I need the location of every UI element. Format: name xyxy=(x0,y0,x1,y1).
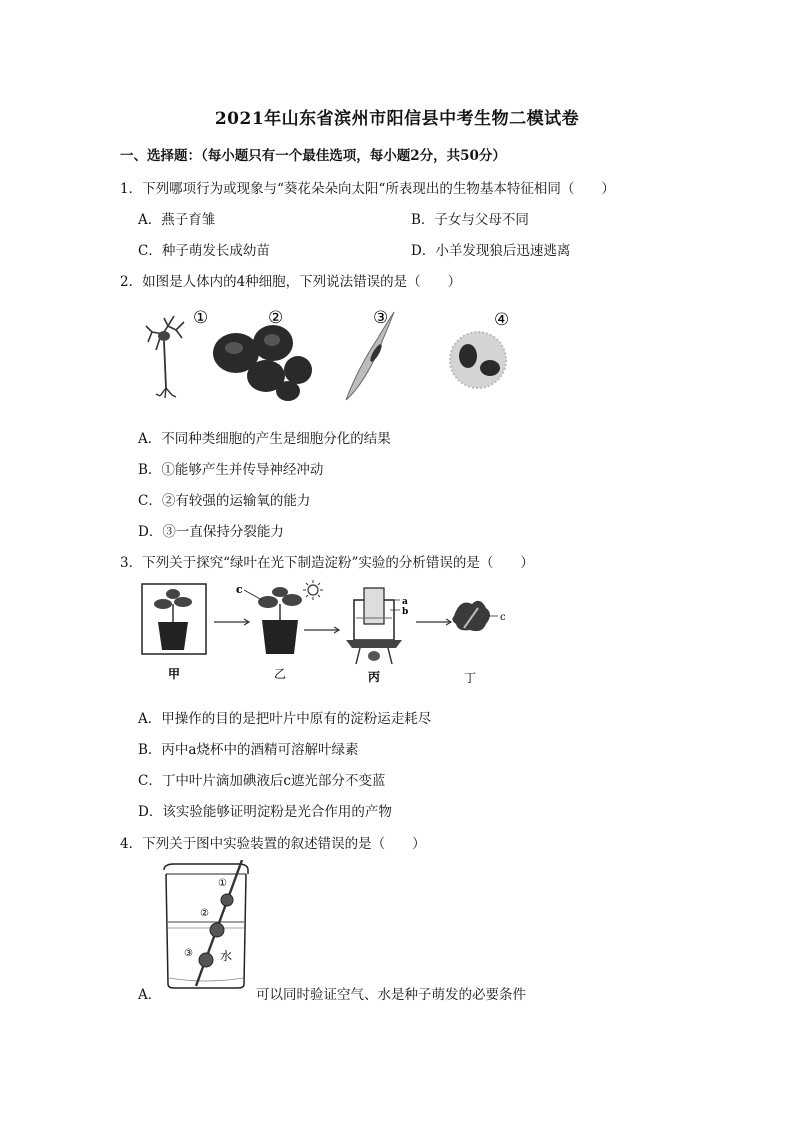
white-blood-cell-image xyxy=(450,332,506,388)
label-c-leaf: c xyxy=(500,612,506,623)
stained-leaf-image xyxy=(452,601,498,631)
page-title: 2021年山东省滨州市阳信县中考生物二模试卷 xyxy=(214,109,580,129)
cell-label-3: ③ xyxy=(373,308,389,328)
question-3-option-c: C．丁中叶片滴加碘液后c遮光部分不变蓝 xyxy=(138,773,386,789)
cell-label-2: ② xyxy=(268,308,284,328)
question-3-option-a: A．甲操作的目的是把叶片中原有的淀粉运走耗尽 xyxy=(138,711,432,727)
question-4-stem: 4．下列关于图中实验装置的叙述错误的是（ ） xyxy=(120,836,426,852)
label-c-plant: c xyxy=(236,583,243,596)
apparatus-label-water: 水 xyxy=(220,949,233,963)
question-1-option-c: C．种子萌发长成幼苗 xyxy=(138,243,270,259)
question-2-option-b: B．①能够产生并传导神经冲动 xyxy=(138,462,324,478)
question-2-option-a: A．不同种类细胞的产生是细胞分化的结果 xyxy=(138,431,391,447)
label-bing: 丙 xyxy=(367,670,381,684)
seed-germination-apparatus xyxy=(160,860,252,992)
starch-experiment-figure xyxy=(138,578,523,690)
question-1-option-b: B．子女与父母不同 xyxy=(411,212,529,228)
question-1-stem: 1．下列哪项行为或现象与“葵花朵朵向太阳“所表现出的生物基本特征相同（ ） xyxy=(120,181,615,197)
neuron-cell-image xyxy=(146,316,184,398)
question-3-stem: 3．下列关于探究“绿叶在光下制造淀粉”实验的分析错误的是（ ） xyxy=(120,555,534,571)
red-blood-cells-image xyxy=(213,325,312,401)
label-a: a xyxy=(402,597,408,607)
question-2-option-d: D．③一直保持分裂能力 xyxy=(138,524,284,540)
label-yi: 乙 xyxy=(273,667,287,681)
question-3-option-d: D．该实验能够证明淀粉是光合作用的产物 xyxy=(138,804,392,820)
cells-figure xyxy=(138,298,528,413)
question-2-option-c: C．②有较强的运输氧的能力 xyxy=(138,493,311,509)
cell-label-1: ① xyxy=(193,308,209,328)
section-heading: 一、选择题：（每小题只有一个最佳选项，每小题2分，共50分） xyxy=(120,148,506,164)
apparatus-label-1: ① xyxy=(218,878,227,889)
light-treatment-image xyxy=(244,580,323,654)
cell-label-4: ④ xyxy=(494,310,510,330)
question-1-option-d: D．小羊发现狼后迅速逃离 xyxy=(411,243,571,259)
question-2-stem: 2．如图是人体内的4种细胞，下列说法错误的是（ ） xyxy=(120,274,462,290)
question-1-option-a: A．燕子育雏 xyxy=(138,212,216,228)
water-bath-image xyxy=(346,588,402,664)
apparatus-label-2: ② xyxy=(200,908,209,919)
label-ding: 丁 xyxy=(463,671,477,685)
question-3-option-b: B．丙中a烧杯中的酒精可溶解叶绿素 xyxy=(138,742,359,758)
label-jia: 甲 xyxy=(167,667,181,681)
apparatus-label-3: ③ xyxy=(184,948,193,959)
dark-treatment-image xyxy=(142,584,206,654)
question-4-option-a-text: 可以同时验证空气、水是种子萌发的必要条件 xyxy=(256,987,526,1003)
question-4-option-a-prefix: A． xyxy=(138,987,162,1003)
label-b: b xyxy=(402,607,409,617)
